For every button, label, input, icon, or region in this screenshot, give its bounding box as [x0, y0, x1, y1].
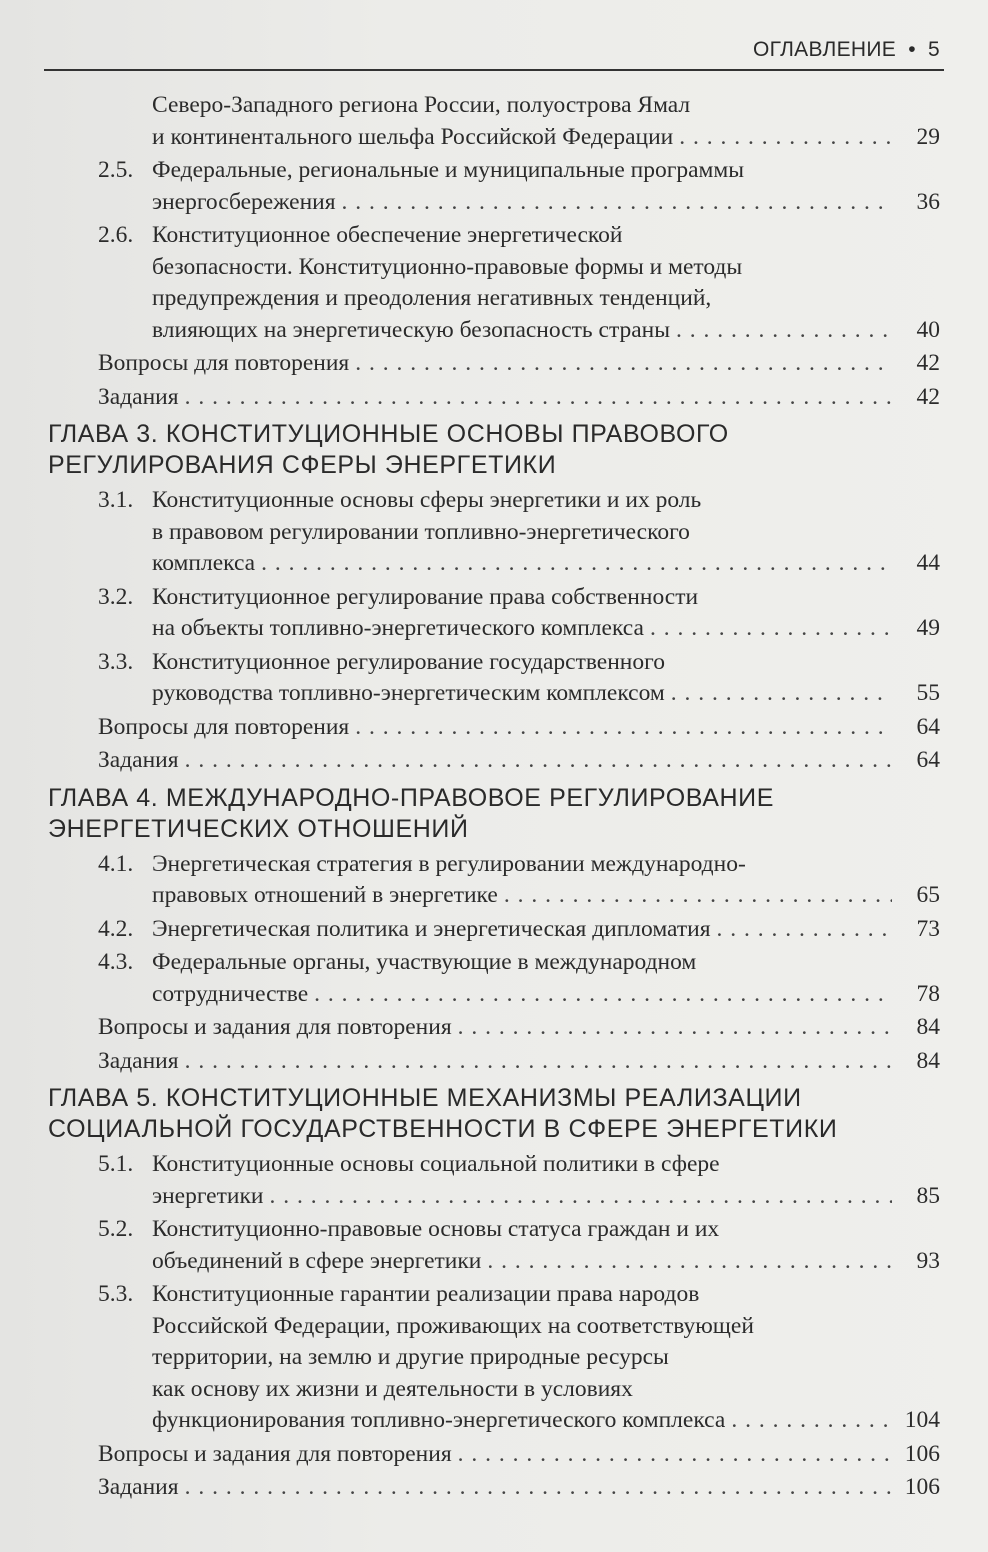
dot-leader — [679, 122, 892, 154]
page-number: 104 — [904, 1407, 940, 1433]
toc-entry[interactable] — [48, 348, 940, 380]
page-number: 85 — [916, 1182, 940, 1209]
toc-entry[interactable] — [48, 90, 940, 153]
entry-text-line: Вопросы и задания для повторения — [98, 1440, 452, 1467]
entry-text-line: Конституционное регулирование государственного — [152, 648, 665, 675]
section-number: 3.1. — [98, 487, 134, 513]
toc-chapter-heading — [48, 1083, 940, 1145]
header-page-number: 5 — [928, 38, 940, 61]
section-number: 3.2. — [98, 583, 134, 610]
page-number: 42 — [916, 350, 940, 376]
entry-text-line: сотрудничестве — [152, 980, 309, 1007]
toc-entry[interactable] — [48, 382, 940, 414]
page-number: 29 — [916, 123, 940, 150]
page-number: 64 — [916, 713, 940, 740]
toc-entry[interactable] — [48, 1439, 940, 1471]
toc-entry[interactable] — [48, 1472, 940, 1504]
dot-leader — [487, 1246, 892, 1278]
entry-text-line: Конституционные гарантии реализации права народов — [152, 1281, 700, 1307]
section-number: 5.3. — [98, 1281, 134, 1307]
page-number: 55 — [916, 680, 940, 706]
dot-leader — [314, 979, 892, 1011]
entry-text-line: Задания — [98, 1047, 179, 1074]
header-bullet: • — [908, 38, 916, 61]
entry-text-line: в правовом регулировании топливно-энергетического — [152, 518, 690, 545]
entry-text-line: Вопросы и задания для повторения — [98, 1014, 452, 1040]
section-number: 2.5. — [98, 157, 134, 183]
entry-text-line: Федеральные органы, участвующие в международном — [152, 949, 697, 975]
dot-leader — [185, 1046, 892, 1078]
entry-text-line: на объекты топливно-энергетического комплекса — [152, 615, 644, 641]
toc-chapter-heading — [48, 419, 940, 481]
dot-leader — [261, 548, 892, 580]
toc-section-entry[interactable] — [48, 647, 940, 710]
entry-text-line: предупреждения и преодоления негативных тенденций, — [152, 285, 712, 311]
entry-text-line: Вопросы для повторения — [98, 713, 350, 740]
toc-section-entry[interactable] — [48, 1279, 940, 1437]
entry-text-line: безопасности. Конституционно-правовые формы и методы — [152, 253, 743, 280]
entry-text-line: Задания — [98, 747, 179, 773]
entry-text-line: Конституционные основы социальной политики в сфере — [152, 1151, 720, 1177]
entry-text-line: руководства топливно-энергетическим комплексом — [152, 680, 665, 706]
page-number: 42 — [916, 383, 940, 410]
toc-section-entry[interactable] — [48, 485, 940, 580]
entry-text-line: энергосбережения — [152, 188, 336, 215]
entry-text-line: Задания — [98, 1474, 179, 1500]
chapter-heading-line: ГЛАВА 5. КОНСТИТУЦИОННЫЕ МЕХАНИЗМЫ РЕАЛИЗАЦИИ — [48, 1084, 802, 1112]
dot-leader — [355, 712, 892, 744]
dot-leader — [355, 348, 892, 380]
entry-text-line: Энергетическая политика и энергетическая дипломатия — [152, 915, 711, 942]
toc-entry[interactable] — [48, 1012, 940, 1044]
dot-leader — [269, 1181, 892, 1213]
dot-leader — [650, 613, 892, 645]
entry-text-line: объединений в сфере энергетики — [152, 1247, 482, 1274]
page-number: 64 — [916, 747, 940, 773]
header-rule — [44, 69, 944, 71]
running-header — [753, 38, 940, 62]
dot-leader — [671, 678, 892, 710]
toc-entry[interactable] — [48, 712, 940, 744]
page-number: 49 — [916, 615, 940, 641]
entry-text-line: как основу их жизни и деятельности в условиях — [152, 1375, 633, 1402]
entry-text-line: Задания — [98, 383, 179, 410]
section-number: 3.3. — [98, 648, 134, 675]
page-number: 84 — [916, 1047, 940, 1074]
entry-text-line: Вопросы для повторения — [98, 350, 350, 376]
header-title: ОГЛАВЛЕНИЕ — [752, 38, 897, 61]
entry-text-line: влияющих на энергетическую безопасность страны — [152, 316, 671, 343]
dot-leader — [676, 315, 892, 347]
toc-section-entry[interactable] — [48, 1214, 940, 1277]
entry-text-line: правовых отношений в энергетике — [152, 882, 498, 908]
section-number: 4.2. — [98, 915, 134, 942]
dot-leader — [185, 1472, 892, 1504]
entry-text-line: Конституционно-правовые основы статуса граждан и их — [152, 1216, 720, 1242]
toc-section-entry[interactable] — [48, 914, 940, 946]
table-of-contents — [48, 90, 940, 1506]
toc-chapter-heading — [48, 783, 940, 845]
toc-section-entry[interactable] — [48, 155, 940, 218]
entry-text-line: Российской Федерации, проживающих на соответствующей — [152, 1312, 754, 1339]
dot-leader — [458, 1439, 892, 1471]
section-number: 5.1. — [98, 1151, 134, 1177]
entry-text-line: Федеральные, региональные и муниципальные программы — [152, 157, 745, 183]
entry-text-line: Конституционные основы сферы энергетики и их роль — [152, 487, 702, 513]
toc-section-entry[interactable] — [48, 849, 940, 912]
entry-text-line: комплекса — [152, 550, 256, 576]
section-number: 4.1. — [98, 850, 134, 877]
dot-leader — [504, 880, 892, 912]
dot-leader — [342, 187, 892, 219]
toc-entry[interactable] — [48, 1046, 940, 1078]
page-number: 106 — [904, 1474, 940, 1500]
dot-leader — [185, 745, 892, 777]
toc-section-entry[interactable] — [48, 947, 940, 1010]
section-number: 2.6. — [98, 222, 134, 248]
dot-leader — [185, 382, 892, 414]
toc-entry[interactable] — [48, 745, 940, 777]
chapter-heading-line: ЭНЕРГЕТИЧЕСКИХ ОТНОШЕНИЙ — [48, 814, 469, 843]
page-number: 36 — [916, 188, 940, 215]
page-number: 84 — [916, 1014, 940, 1040]
page-number: 78 — [916, 980, 940, 1007]
entry-text-line: Конституционное регулирование права собственности — [152, 583, 699, 610]
page-number: 93 — [916, 1247, 940, 1274]
chapter-heading-line: ГЛАВА 4. МЕЖДУНАРОДНО-ПРАВОВОЕ РЕГУЛИРОВАНИЕ — [48, 783, 775, 812]
chapter-heading-line: СОЦИАЛЬНОЙ ГОСУДАРСТВЕННОСТИ В СФЕРЕ ЭНЕРГЕТИКИ — [48, 1115, 838, 1143]
page-number: 73 — [916, 915, 940, 942]
entry-text-line: и континентального шельфа Российской Федерации — [152, 123, 674, 150]
toc-section-entry[interactable] — [48, 220, 940, 346]
section-number: 5.2. — [98, 1216, 134, 1242]
dot-leader — [458, 1012, 892, 1044]
dot-leader — [717, 914, 892, 946]
entry-text-line: функционирования топливно-энергетического комплекса — [152, 1407, 726, 1433]
page-number: 40 — [916, 316, 940, 343]
chapter-heading-line: РЕГУЛИРОВАНИЯ СФЕРЫ ЭНЕРГЕТИКИ — [48, 451, 557, 479]
entry-text-line: Северо-Западного региона России, полуострова Ямал — [152, 92, 691, 118]
entry-text-line: энергетики — [152, 1182, 264, 1209]
toc-section-entry[interactable] — [48, 1149, 940, 1212]
page-number: 65 — [916, 882, 940, 908]
entry-text-line: территории, на землю и другие природные ресурсы — [152, 1344, 669, 1370]
dot-leader — [731, 1405, 892, 1437]
toc-section-entry[interactable] — [48, 582, 940, 645]
entry-text-line: Конституционное обеспечение энергетической — [152, 222, 623, 248]
entry-text-line: Энергетическая стратегия в регулировании международно- — [152, 850, 746, 877]
page-number: 106 — [904, 1440, 940, 1467]
chapter-heading-line: ГЛАВА 3. КОНСТИТУЦИОННЫЕ ОСНОВЫ ПРАВОВОГО — [48, 420, 729, 448]
page-number: 44 — [916, 550, 940, 576]
section-number: 4.3. — [98, 949, 134, 975]
